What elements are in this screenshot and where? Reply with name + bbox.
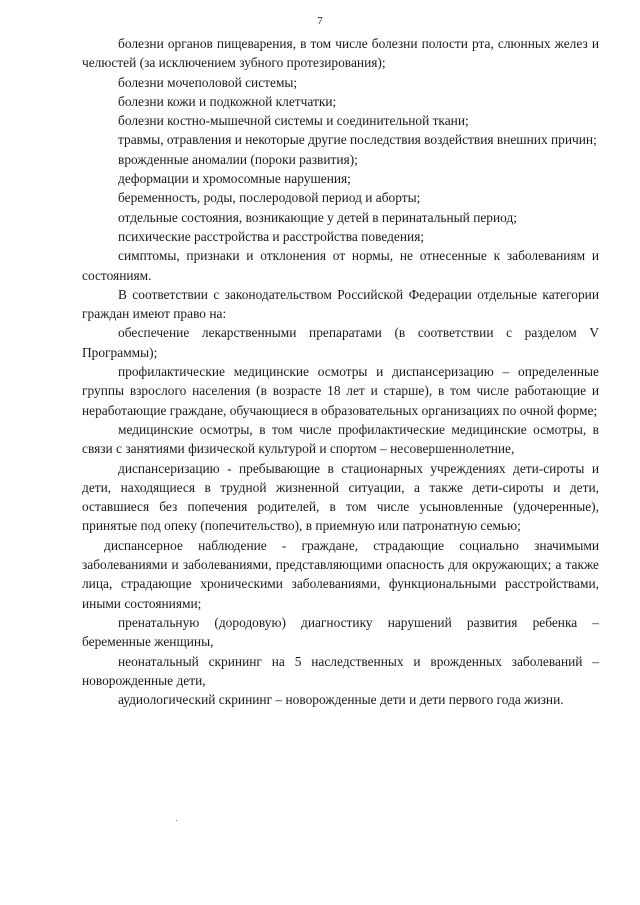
paragraph-injuries: травмы, отравления и некоторые другие последствия воздействия внешних причин; (118, 132, 597, 148)
paragraph-skin-diseases: болезни кожи и подкожной клетчатки; (118, 93, 337, 109)
paragraph-chromosomal-disorders: деформации и хромосомные нарушения; (118, 171, 351, 187)
scan-dot (176, 820, 177, 821)
paragraph-prenatal-diagnostics: пренатальную (дородовую) диагностику нарушений развития ребенка – беременные женщины, (82, 614, 599, 650)
document-body (82, 34, 599, 709)
paragraph-medications: обеспечение лекарственными препаратами (в соответствии с разделом V Программы); (82, 325, 599, 360)
paragraph-preventive-exams: профилактические медицинские осмотры и диспансеризацию – определенные группы взрослого населения (в возрасте 18 лет и старше), в том числе работающие и неработающие граждане, обучающиеся в образовательных организациях по очной форме; (82, 364, 599, 418)
paragraph-sports-exams: медицинские осмотры, в том числе профилактические медицинские осмотры, в связи с занятиями физической культурой и спортом – несовершеннолетние, (82, 421, 599, 457)
paragraph-digestive-diseases: болезни органов пищеварения, в том числе болезни полости рта, слюнных желез и челюстей (за исключением зубного протезирования); (82, 36, 599, 71)
paragraph-dispensary-observation: диспансерное наблюдение - граждане, страдающие социально значимыми заболеваниями и заболеваниями, представляющими опасность для окружающих; а также лица, страдающие хроническими заболеваниями, функциональными расстройствами, иными состояниями; (82, 537, 599, 611)
paragraph-symptoms: симптомы, признаки и отклонения от нормы, не отнесенные к заболеваниям и состояниям. (82, 248, 599, 283)
paragraph-perinatal-conditions: отдельные состояния, возникающие у детей в перинатальный период; (118, 209, 518, 225)
paragraph-genitourinary-diseases: болезни мочеполовой системы; (118, 74, 298, 90)
page-number: 7 (317, 15, 323, 27)
paragraph-pregnancy: беременность, роды, послеродовой период и аборты; (118, 190, 421, 206)
paragraph-musculoskeletal-diseases: болезни костно-мышечной системы и соединительной ткани; (118, 113, 469, 129)
paragraph-neonatal-screening: неонатальный скрининг на 5 наследственных и врожденных заболеваний – новорожденные дети, (82, 653, 599, 688)
paragraph-audiological-screening: аудиологический скрининг – новорожденные дети и дети первого года жизни. (118, 692, 564, 708)
paragraph-citizen-rights-intro: В соответствии с законодательством Российской Федерации отдельные категории граждан имеют право на: (82, 286, 599, 322)
paragraph-congenital-anomalies: врожденные аномалии (пороки развития); (118, 151, 358, 167)
paragraph-mental-disorders: психические расстройства и расстройства поведения; (118, 228, 425, 244)
paragraph-orphan-dispensary: диспансеризацию - пребывающие в стационарных учреждениях дети-сироты и дети, находящиеся в трудной жизненной ситуации, а также дети-сироты и дети, оставшиеся без попечения родителей, в том числе усыновленные (удочеренные), принятые под опеку (попечительство), в приемную или патронатную семью; (82, 460, 599, 534)
